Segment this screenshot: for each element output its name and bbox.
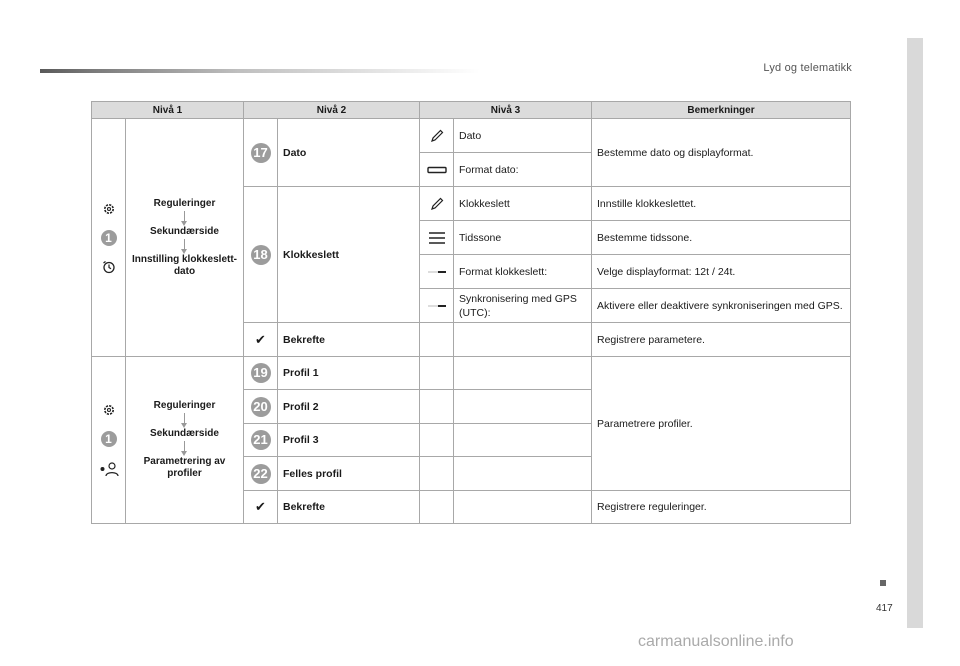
empty-cell	[454, 457, 592, 491]
remark: Registrere parametere.	[592, 323, 851, 357]
empty-cell	[420, 457, 454, 491]
level2-label: Dato	[278, 119, 420, 187]
step-badge: 19	[251, 363, 271, 383]
remark: Aktivere eller deaktivere synkroniseringen med GPS.	[592, 289, 851, 323]
check-icon: ✔	[255, 499, 266, 514]
confirm-icon-cell	[244, 491, 278, 524]
level3-icon-cell	[420, 153, 454, 187]
remark: Registrere reguleringer.	[592, 491, 851, 524]
path-step: Reguleringer	[153, 400, 216, 411]
step-badge: 21	[251, 430, 271, 450]
level3-icon-cell	[420, 119, 454, 153]
table-row	[92, 357, 851, 390]
empty-cell	[420, 323, 454, 357]
level2-label: Profil 3	[278, 424, 420, 457]
level1-path	[126, 357, 244, 524]
level2-badge-cell	[244, 357, 278, 390]
arrow-down-icon	[184, 239, 185, 250]
step-badge: 20	[251, 397, 271, 417]
empty-cell	[420, 390, 454, 424]
remark: Innstille klokkeslettet.	[592, 187, 851, 221]
level3-label: Dato	[454, 119, 592, 153]
level2-badge-cell	[244, 187, 278, 323]
profile-icon	[98, 461, 120, 477]
pencil-icon	[420, 128, 453, 144]
path-step: Innstilling klokkeslett-dato	[131, 253, 238, 277]
step-badge: 22	[251, 464, 271, 484]
path-step: Sekundærside	[150, 428, 219, 439]
level3-icon-cell	[420, 187, 454, 221]
list-icon	[420, 231, 453, 245]
empty-cell	[454, 390, 592, 424]
page-number: 417	[876, 603, 893, 614]
confirm-label: Bekrefte	[278, 491, 420, 524]
level2-badge-cell	[244, 424, 278, 457]
watermark: carmanualsonline.info	[638, 633, 794, 650]
level3-label: Klokkeslett	[454, 187, 592, 221]
level1-icons	[92, 119, 126, 357]
level2-label: Felles profil	[278, 457, 420, 491]
side-tab-strip	[907, 38, 923, 628]
level3-icon-cell	[420, 255, 454, 289]
header-gradient-rule	[40, 69, 480, 73]
level3-label: Format klokkeslett:	[454, 255, 592, 289]
section-title: Lyd og telematikk	[763, 62, 852, 74]
pencil-icon	[420, 196, 453, 212]
arrow-down-icon	[184, 211, 185, 222]
empty-cell	[454, 323, 592, 357]
arrow-down-icon	[184, 413, 185, 424]
clock-icon	[102, 260, 116, 274]
table-row	[92, 119, 851, 153]
settings-table	[91, 101, 851, 524]
level2-label: Klokkeslett	[278, 187, 420, 323]
toggle-icon	[420, 303, 453, 309]
toggle-icon	[420, 269, 453, 275]
empty-cell	[420, 424, 454, 457]
col-header-level3: Nivå 3	[420, 102, 592, 119]
gear-icon	[102, 403, 116, 417]
remark: Velge displayformat: 12t / 24t.	[592, 255, 851, 289]
level3-label: Synkronisering med GPS (UTC):	[454, 289, 592, 323]
level3-label: Tidssone	[454, 221, 592, 255]
path-step: Parametrering av profiler	[143, 456, 226, 479]
level1-icons	[92, 357, 126, 524]
check-icon: ✔	[255, 331, 266, 347]
level3-icon-cell	[420, 289, 454, 323]
arrow-down-icon	[184, 441, 185, 452]
level3-label: Format dato:	[454, 153, 592, 187]
table-header-row	[92, 102, 851, 119]
confirm-label: Bekrefte	[278, 323, 420, 357]
empty-cell	[420, 357, 454, 390]
level1-path	[126, 119, 244, 357]
path-step: Sekundærside	[150, 225, 219, 237]
step-badge: 17	[251, 143, 271, 163]
empty-cell	[454, 357, 592, 390]
remark: Bestemme tidssone.	[592, 221, 851, 255]
empty-cell	[454, 491, 592, 524]
confirm-icon-cell	[244, 323, 278, 357]
level2-badge-cell	[244, 390, 278, 424]
level2-badge-cell	[244, 119, 278, 187]
gear-icon	[102, 202, 116, 216]
step-badge: 1	[101, 230, 117, 246]
col-header-remarks: Bemerkninger	[592, 102, 851, 119]
empty-cell	[420, 491, 454, 524]
level2-label: Profil 1	[278, 357, 420, 390]
empty-cell	[454, 424, 592, 457]
step-badge: 18	[251, 245, 271, 265]
path-step: Reguleringer	[153, 197, 216, 209]
bar-icon	[420, 166, 453, 174]
step-badge: 1	[101, 431, 117, 447]
remark: Parametrere profiler.	[592, 357, 851, 491]
remark: Bestemme dato og displayformat.	[592, 119, 851, 187]
col-header-level1: Nivå 1	[92, 102, 244, 119]
level2-badge-cell	[244, 457, 278, 491]
col-header-level2: Nivå 2	[244, 102, 420, 119]
level2-label: Profil 2	[278, 390, 420, 424]
page-marker	[880, 580, 886, 586]
level3-icon-cell	[420, 221, 454, 255]
